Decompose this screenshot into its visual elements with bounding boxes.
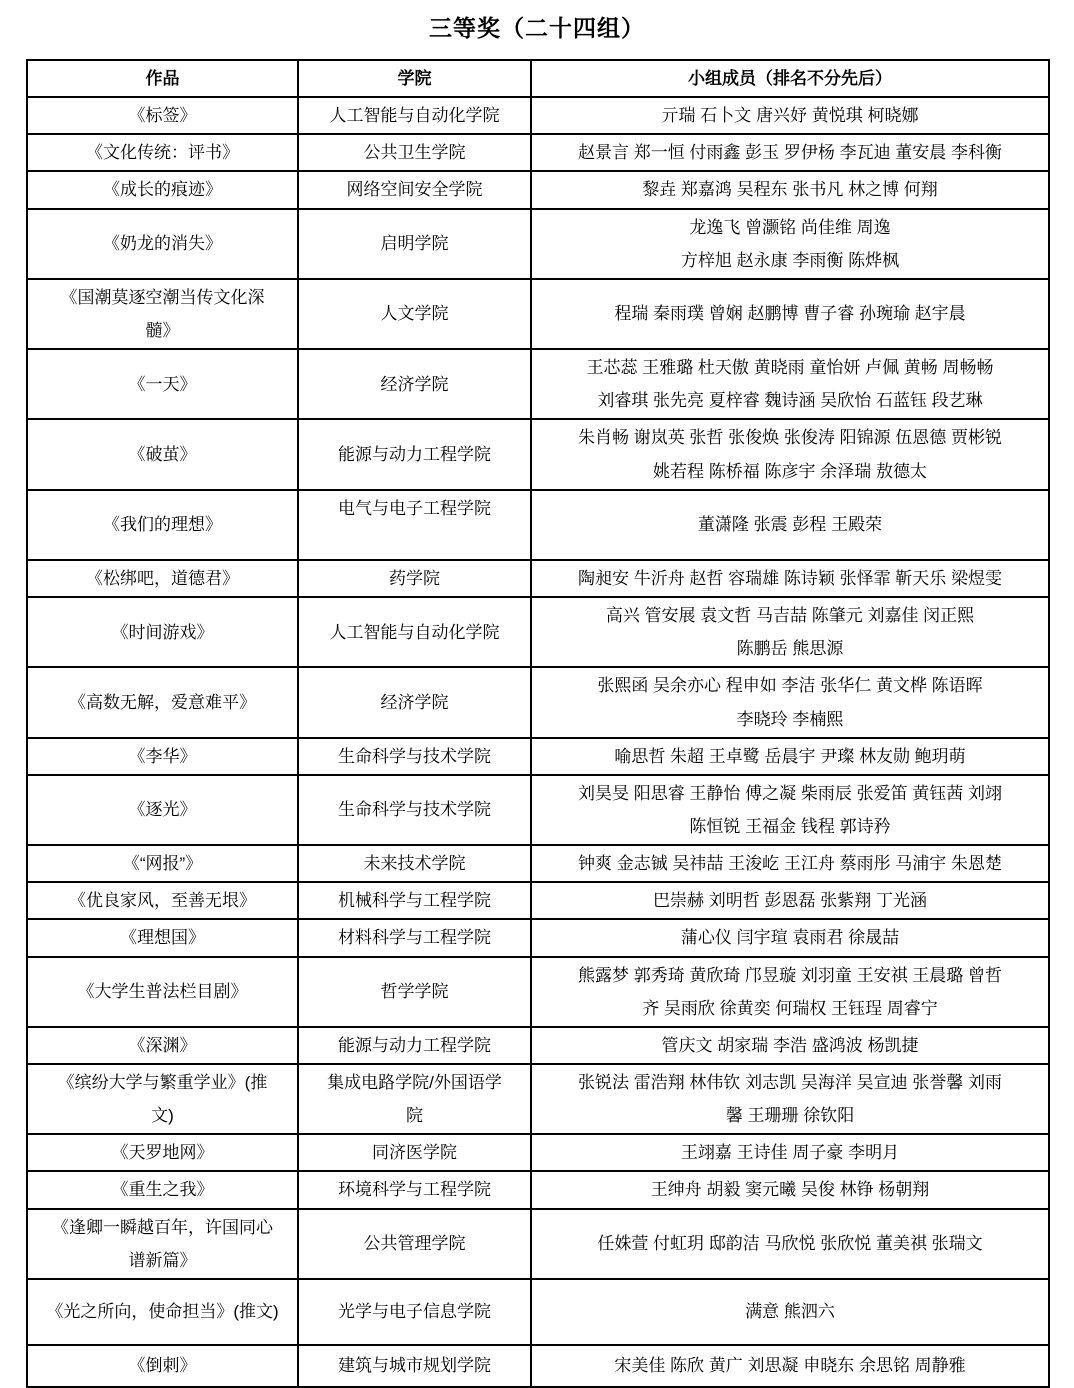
college-cell-line: 未来技术学院: [363, 854, 466, 874]
college-cell: [298, 1134, 531, 1171]
college-cell: [298, 667, 531, 737]
work-cell-line: 《大学生普法栏目剧》: [77, 982, 248, 1002]
table-row: [27, 419, 1049, 489]
work-cell-line: 文): [151, 1106, 174, 1126]
college-cell-line: 经济学院: [380, 374, 449, 394]
awards-table: [26, 59, 1050, 1388]
members-cell-line: 张熙函 吴余亦心 程申如 李洁 张华仁 黄文桦 陈语晖: [597, 676, 983, 696]
header-row: [27, 60, 1049, 97]
college-cell-line: 材料科学与工程学院: [338, 928, 491, 948]
members-cell-line: 黎垚 郑嘉鸿 吴程东 张书凡 林之博 何翔: [642, 180, 938, 200]
college-cell: [298, 97, 531, 134]
work-cell-line: 《我们的理想》: [103, 515, 222, 535]
college-cell: [298, 775, 531, 845]
work-cell-line: 《高数无解，爱意难平》: [69, 692, 256, 712]
work-cell: [27, 882, 298, 919]
college-cell-line: 环境科学与工程学院: [338, 1180, 491, 1200]
college-cell: [298, 349, 531, 419]
members-cell: [531, 419, 1049, 489]
work-cell-line: 《奶龙的消失》: [103, 234, 222, 254]
college-cell: [298, 1027, 531, 1064]
college-cell: [298, 738, 531, 775]
header-work: 作品: [27, 60, 298, 97]
college-cell: [298, 957, 531, 1027]
table-row: [27, 560, 1049, 597]
members-cell-line: 姚若程 陈桥福 陈彦宇 余泽瑞 敖德太: [653, 461, 927, 481]
members-cell-line: 方梓旭 赵永康 李雨衡 陈烨枫: [680, 250, 900, 270]
work-cell-line: 《时间游戏》: [111, 622, 214, 642]
work-cell: [27, 1209, 298, 1279]
work-cell-line: 《国潮莫逐空潮当传文化深: [60, 287, 265, 307]
members-cell: [531, 1171, 1049, 1208]
table-row: [27, 209, 1049, 279]
table-row: [27, 597, 1049, 667]
members-cell: [531, 882, 1049, 919]
members-cell: [531, 738, 1049, 775]
work-cell: [27, 775, 298, 845]
work-cell: [27, 1345, 298, 1387]
college-cell-line: 公共管理学院: [363, 1234, 466, 1254]
members-cell: [531, 1064, 1049, 1134]
college-cell: [298, 490, 531, 560]
work-cell: [27, 738, 298, 775]
members-cell: [531, 667, 1049, 737]
work-cell: [27, 209, 298, 279]
members-cell-line: 董潇隆 张震 彭程 王殿荣: [697, 515, 883, 535]
header-college: 学院: [298, 60, 531, 97]
table-row: [27, 490, 1049, 560]
members-cell-line: 喻思哲 朱超 王卓鹭 岳晨宇 尹璨 林友勋 鲍玥萌: [614, 746, 966, 766]
college-cell-line: 同济医学院: [372, 1143, 457, 1163]
members-cell: [531, 845, 1049, 882]
work-cell: [27, 667, 298, 737]
table-row: [27, 171, 1049, 208]
members-cell-line: 陈鹏岳 熊思源: [736, 639, 844, 659]
members-cell-line: 钟爽 金志铖 吴祎喆 王浚屹 王江舟 蔡雨彤 马浦宇 朱恩楚: [577, 854, 1003, 874]
college-cell-line: 集成电路学院/外国语学: [327, 1072, 502, 1092]
members-cell: [531, 279, 1049, 349]
college-cell-line: 人工智能与自动化学院: [329, 622, 500, 642]
work-cell-line: 《标签》: [128, 106, 197, 126]
table-row: [27, 882, 1049, 919]
work-cell: [27, 1279, 298, 1345]
work-cell-line: 《光之所向，使命担当》(推文): [46, 1302, 279, 1322]
members-cell: [531, 134, 1049, 171]
table-row: [27, 1279, 1049, 1345]
members-cell-line: 陶昶安 牛沂舟 赵哲 容瑞雄 陈诗颖 张怿霏 靳天乐 梁煜雯: [577, 568, 1003, 588]
work-cell: [27, 1064, 298, 1134]
table-body: [27, 97, 1049, 1387]
college-cell-line: 网络空间安全学院: [346, 180, 483, 200]
header-members: 小组成员（排名不分先后）: [531, 60, 1049, 97]
college-cell: [298, 1064, 531, 1134]
members-cell-line: 任姝萱 付虹玥 邸韵洁 马欣悦 张欣悦 董美祺 张瑞文: [597, 1234, 983, 1254]
college-cell-line: 哲学学院: [380, 982, 449, 1002]
table-row: [27, 1209, 1049, 1279]
college-cell-line: 生命科学与技术学院: [338, 800, 491, 820]
work-cell-line: 髓》: [145, 320, 180, 340]
members-cell-line: 高兴 管安展 袁文哲 马吉喆 陈肇元 刘嘉佳 闵正熙: [605, 606, 975, 626]
work-cell: [27, 560, 298, 597]
page-title: 三等奖（二十四组）: [429, 15, 645, 41]
work-cell-line: 《倒刺》: [128, 1356, 197, 1376]
college-cell: [298, 171, 531, 208]
college-cell-line: 光学与电子信息学院: [338, 1302, 491, 1322]
members-cell-line: 满意 熊泗六: [745, 1302, 835, 1322]
table-row: [27, 845, 1049, 882]
members-cell: [531, 560, 1049, 597]
college-cell-line: 人工智能与自动化学院: [329, 106, 500, 126]
members-cell-line: 陈恒锐 王福金 钱程 郭诗矜: [689, 816, 891, 836]
college-cell: [298, 209, 531, 279]
members-cell-line: 王翊嘉 王诗佳 周子豪 李明月: [680, 1143, 900, 1163]
college-cell: [298, 919, 531, 956]
work-cell-line: 《李华》: [128, 746, 197, 766]
members-cell-line: 龙逸飞 曾灏铭 尚佳维 周逸: [689, 217, 891, 237]
work-cell: [27, 134, 298, 171]
table-row: [27, 667, 1049, 737]
table-row: [27, 775, 1049, 845]
table-row: [27, 1345, 1049, 1387]
members-cell-line: 王芯蕊 王雅璐 杜天傲 黄晓雨 童怡妍 卢佩 黄畅 周畅畅: [586, 358, 994, 378]
members-cell: [531, 490, 1049, 560]
work-cell: [27, 279, 298, 349]
table-row: [27, 279, 1049, 349]
college-cell-line: 药学院: [389, 568, 440, 588]
table-row: [27, 1064, 1049, 1134]
college-cell: [298, 134, 531, 171]
work-cell: [27, 349, 298, 419]
members-cell: [531, 97, 1049, 134]
work-cell-line: 《一天》: [128, 374, 197, 394]
college-cell-line: 机械科学与工程学院: [338, 891, 491, 911]
work-cell: [27, 1134, 298, 1171]
members-cell: [531, 1345, 1049, 1387]
members-cell-line: 程瑞 秦雨璞 曾娴 赵鹏博 曹子睿 孙琬瑜 赵宇晨: [614, 304, 966, 324]
work-cell: [27, 97, 298, 134]
work-cell-line: 《成长的痕迹》: [103, 180, 222, 200]
work-cell-line: 《理想国》: [120, 928, 205, 948]
work-cell-line: 《天罗地网》: [111, 1143, 214, 1163]
college-cell-line: 能源与动力工程学院: [338, 1035, 491, 1055]
work-cell-line: 《文化传统：评书》: [86, 143, 239, 163]
table-row: [27, 919, 1049, 956]
work-cell-line: 《逐光》: [128, 800, 197, 820]
members-cell: [531, 1134, 1049, 1171]
members-cell-line: 馨 王珊珊 徐钦阳: [725, 1106, 855, 1126]
members-cell-line: 王绅舟 胡毅 窦元曦 吴俊 林铮 杨朝翔: [650, 1180, 930, 1200]
work-cell-line: 《破茧》: [128, 444, 197, 464]
table-row: [27, 97, 1049, 134]
members-cell-line: 齐 吴雨欣 徐黄奕 何瑞权 王钰珵 周睿宁: [642, 998, 938, 1018]
table-row: [27, 1027, 1049, 1064]
college-cell: [298, 279, 531, 349]
members-cell-line: 刘睿琪 张先亮 夏梓睿 魏诗涵 吴欣怡 石蓝钰 段艺琳: [597, 391, 983, 411]
work-cell-line: 《重生之我》: [111, 1180, 214, 1200]
table-row: [27, 134, 1049, 171]
college-cell-line: 能源与动力工程学院: [338, 444, 491, 464]
college-cell-line: 建筑与城市规划学院: [338, 1356, 491, 1376]
college-cell: [298, 1209, 531, 1279]
work-cell-line: 《优良家风，至善无垠》: [69, 891, 256, 911]
college-cell: [298, 882, 531, 919]
members-cell-line: 赵景言 郑一恒 付雨鑫 彭玉 罗伊杨 李瓦迪 董安晨 李科衡: [577, 143, 1003, 163]
college-cell-line: 启明学院: [380, 234, 449, 254]
table-row: [27, 957, 1049, 1027]
members-cell-line: 巴崇赫 刘明哲 彭恩磊 张紫翔 丁光涵: [653, 891, 927, 911]
college-cell-line: 院: [406, 1106, 423, 1126]
members-cell-line: 李晓玲 李楠熙: [736, 709, 844, 729]
college-cell: [298, 597, 531, 667]
members-cell: [531, 209, 1049, 279]
members-cell-line: 亓瑞 石卜文 唐兴妤 黄悦琪 柯晓娜: [661, 106, 919, 126]
work-cell-line: 《“网报”》: [122, 854, 203, 874]
college-cell-line: 电气与电子工程学院: [338, 498, 491, 518]
members-cell: [531, 1209, 1049, 1279]
table-row: [27, 1171, 1049, 1208]
members-cell: [531, 919, 1049, 956]
college-cell: [298, 1345, 531, 1387]
college-cell-line: 生命科学与技术学院: [338, 746, 491, 766]
members-cell: [531, 597, 1049, 667]
college-cell-line: 人文学院: [380, 304, 449, 324]
college-cell-line: 经济学院: [380, 692, 449, 712]
work-cell: [27, 845, 298, 882]
college-cell: [298, 560, 531, 597]
members-cell: [531, 171, 1049, 208]
work-cell: [27, 597, 298, 667]
work-cell-line: 《缤纷大学与繁重学业》(推: [57, 1072, 268, 1092]
members-cell-line: 管庆文 胡家瑞 李浩 盛鸿波 杨凯捷: [661, 1035, 919, 1055]
members-cell: [531, 1279, 1049, 1345]
members-cell: [531, 1027, 1049, 1064]
members-cell-line: 刘昊旻 阳思睿 王静怡 傅之凝 柴雨辰 张爱笛 黄钰茜 刘翊: [577, 783, 1003, 803]
table-row: [27, 1134, 1049, 1171]
work-cell: [27, 490, 298, 560]
members-cell-line: 蒲心仪 闫宇瑄 袁雨君 徐晟喆: [680, 928, 900, 948]
college-cell: [298, 1171, 531, 1208]
work-cell: [27, 171, 298, 208]
college-cell: [298, 419, 531, 489]
work-cell-line: 谱新篇》: [128, 1250, 197, 1270]
table-row: [27, 738, 1049, 775]
college-cell-line: [305, 525, 524, 558]
college-cell: [298, 1279, 531, 1345]
work-cell: [27, 419, 298, 489]
members-cell: [531, 349, 1049, 419]
work-cell-line: 《深渊》: [128, 1035, 197, 1055]
members-cell: [531, 957, 1049, 1027]
work-cell-line: 《松绑吧，道德君》: [86, 568, 239, 588]
members-cell-line: 熊露梦 郭秀琦 黄欣琦 邝昱璇 刘羽童 王安祺 王晨璐 曾哲: [577, 965, 1003, 985]
college-cell: [298, 845, 531, 882]
work-cell: [27, 919, 298, 956]
work-cell: [27, 957, 298, 1027]
members-cell-line: 张锐法 雷浩翔 林伟钦 刘志凯 吴海洋 吴宣迪 张誉馨 刘雨: [577, 1072, 1003, 1092]
work-cell: [27, 1027, 298, 1064]
members-cell-line: 朱肖畅 谢岚英 张哲 张俊焕 张俊涛 阳锦源 伍恩德 贾彬锐: [577, 428, 1003, 448]
college-cell-line: 公共卫生学院: [363, 143, 466, 163]
work-cell: [27, 1171, 298, 1208]
work-cell-line: 《逢卿一瞬越百年，许国同心: [52, 1217, 273, 1237]
members-cell-line: 宋美佳 陈欣 黄广 刘思凝 申晓东 余思铭 周静雅: [614, 1356, 966, 1376]
members-cell: [531, 775, 1049, 845]
table-row: [27, 349, 1049, 419]
